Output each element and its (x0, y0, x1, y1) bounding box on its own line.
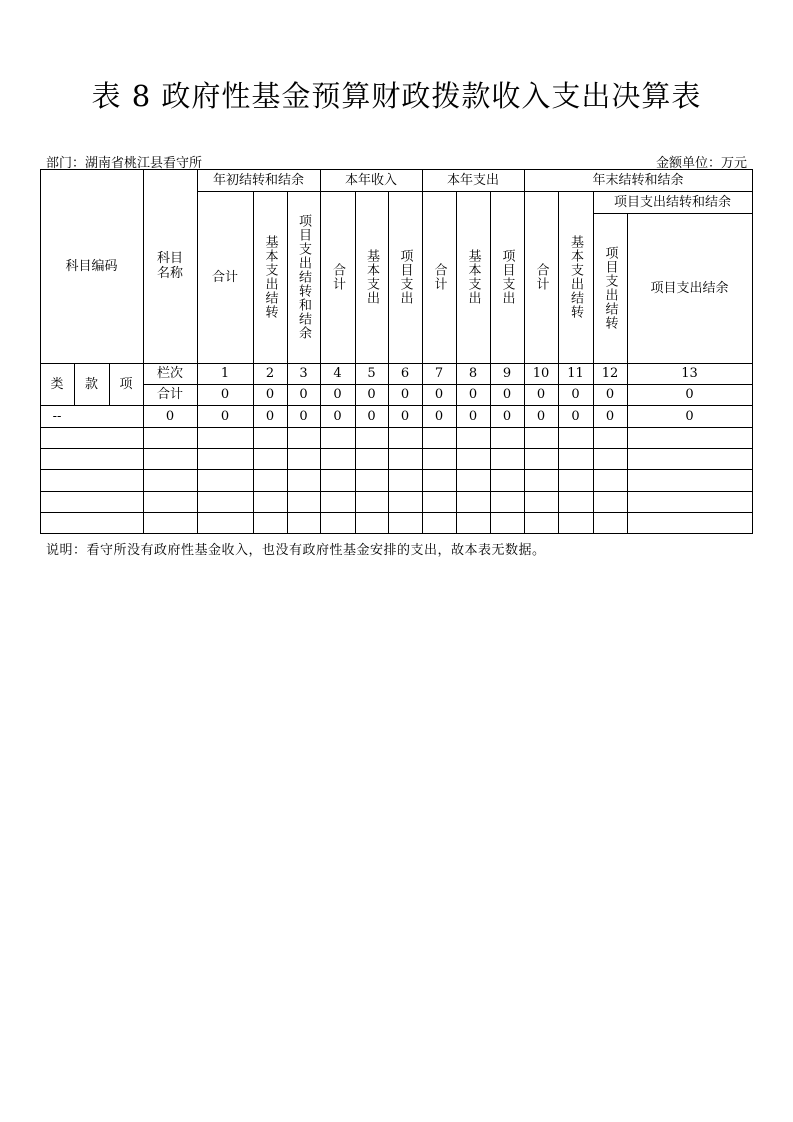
header-opening-total: 合计 (211, 269, 238, 285)
column-number: 2 (265, 366, 275, 381)
total-cell: 0 (605, 387, 615, 402)
header-opening-project-carry-balance: 项目支出结转和结余 (296, 214, 311, 340)
footnote: 说明：看守所没有政府性基金收入，也没有政府性基金安排的支出，故本表无数据。 (46, 543, 546, 558)
page-title: 表 8 政府性基金预算财政拨款收入支出决算表 (91, 79, 702, 113)
header-group-income: 本年收入 (344, 172, 397, 188)
total-cell: 0 (400, 387, 410, 402)
total-cell: 0 (502, 387, 512, 402)
data-row-name: 0 (165, 408, 175, 424)
data-row-code: -- (52, 408, 62, 424)
data-cell: 0 (605, 408, 615, 424)
header-group-project-closing: 项目支出结转和结余 (613, 194, 731, 210)
row-index-label: 栏次 (156, 366, 183, 381)
header-kuan: 款 (84, 376, 98, 392)
column-number: 12 (601, 366, 619, 381)
column-number: 5 (367, 366, 376, 381)
header-group-opening: 年初结转和结余 (212, 172, 304, 188)
header-closing-basic-carry: 基本支出结转 (568, 235, 583, 319)
total-cell: 0 (299, 387, 308, 402)
header-income-basic: 基本支出 (364, 249, 379, 305)
header-expense-basic: 基本支出 (465, 249, 481, 305)
row-total-label: 合计 (156, 387, 183, 402)
column-number: 8 (468, 366, 478, 381)
column-number: 4 (333, 366, 342, 381)
header-closing-project-balance: 项目支出结余 (650, 280, 729, 296)
header-expense-total: 合计 (431, 263, 447, 291)
header-group-expense: 本年支出 (446, 172, 499, 188)
data-cell: 0 (536, 408, 546, 424)
column-number: 10 (532, 366, 550, 381)
header-lei: 类 (50, 376, 64, 392)
data-cell: 0 (502, 408, 512, 424)
department-label: 部门：湖南省桃江县看守所 (46, 156, 203, 171)
total-cell: 0 (685, 387, 694, 402)
total-cell: 0 (434, 387, 444, 402)
unit-label: 金额单位：万元 (655, 156, 747, 171)
data-cell: 0 (265, 408, 275, 424)
data-cell: 0 (333, 408, 342, 424)
column-number: 9 (502, 366, 512, 381)
column-number: 11 (567, 366, 584, 381)
total-cell: 0 (367, 387, 376, 402)
data-cell: 0 (434, 408, 444, 424)
budget-table (40, 169, 753, 534)
total-cell: 0 (265, 387, 275, 402)
column-number: 13 (681, 366, 698, 381)
data-cell: 0 (220, 408, 230, 424)
header-income-project: 项目支出 (397, 249, 413, 305)
data-cell: 0 (685, 408, 694, 424)
total-cell: 0 (536, 387, 546, 402)
header-group-closing: 年末结转和结余 (592, 172, 684, 188)
header-xiang: 项 (119, 376, 133, 392)
total-cell: 0 (571, 387, 580, 402)
data-cell: 0 (571, 408, 580, 424)
data-cell: 0 (367, 408, 376, 424)
header-opening-basic-carry: 基本支出结转 (262, 235, 278, 319)
column-number: 6 (400, 366, 410, 381)
header-closing-total: 合计 (533, 263, 549, 291)
column-number: 7 (434, 366, 444, 381)
total-cell: 0 (468, 387, 478, 402)
header-subject-code: 科目编码 (65, 258, 118, 274)
header-expense-project: 项目支出 (499, 249, 515, 305)
header-income-total: 合计 (330, 263, 345, 291)
total-cell: 0 (220, 387, 230, 402)
header-closing-project-carry: 项目支出结转 (602, 246, 618, 330)
data-cell: 0 (468, 408, 478, 424)
column-number: 1 (220, 366, 230, 381)
header-subject-name: 科目 名称 (156, 251, 183, 281)
data-cell: 0 (400, 408, 410, 424)
total-cell: 0 (333, 387, 342, 402)
data-cell: 0 (299, 408, 308, 424)
column-number: 3 (299, 366, 308, 381)
